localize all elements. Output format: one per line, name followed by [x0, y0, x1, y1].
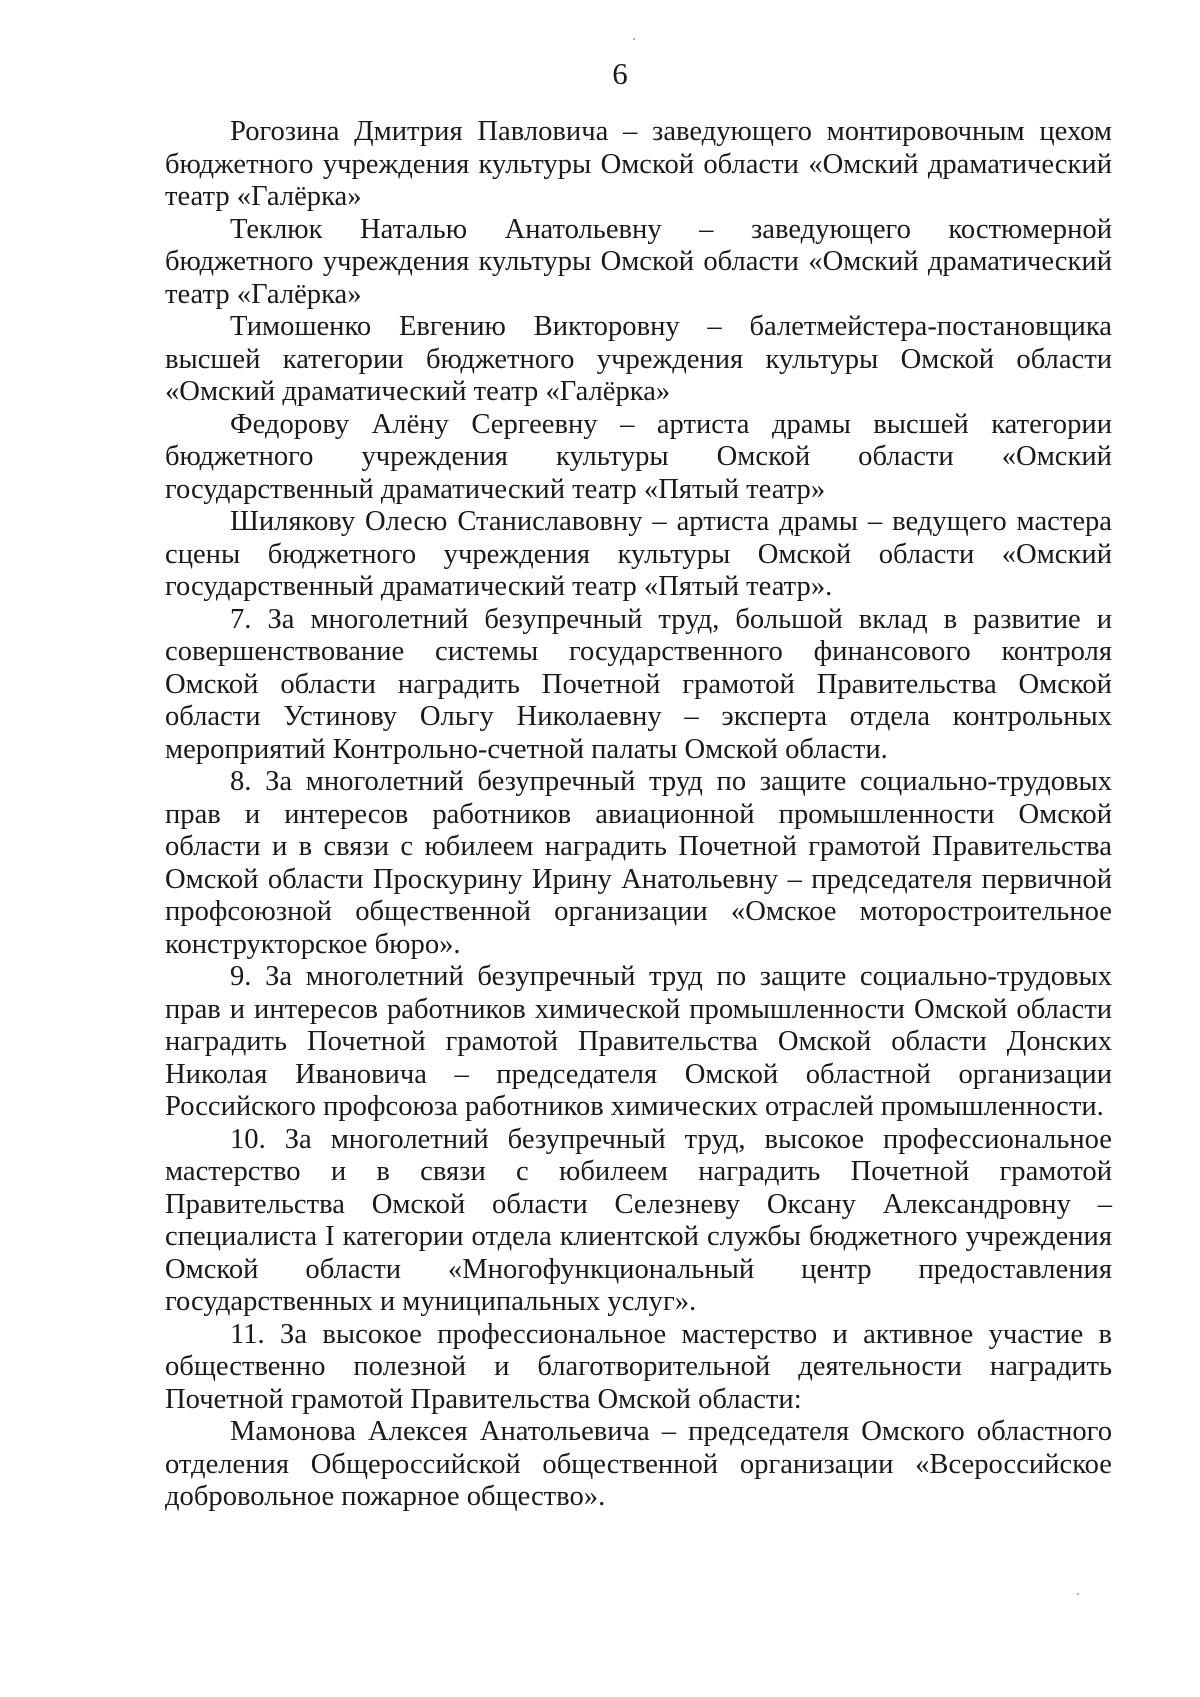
document-body [165, 116, 1112, 1514]
paragraph-item-10: 10. За многолетний безупречный труд, высокое профессиональное мастерство и в связи с юбилеем наградить Почетной грамотой Правительства Омской области Селезневу Оксану Александровну – специалиста I категории отдела клиентской службы бюджетного учреждения Омской области «Многофункциональный центр предоставления государственных и муниципальных услуг». [165, 1123, 1112, 1317]
paragraph-mamonov: Мамонова Алексея Анатольевича – председателя Омского областного отделения Общероссийской общественной организации «Всероссийское добровольное пожарное общество». [165, 1416, 1112, 1512]
paragraph-item-9: 9. За многолетний безупречный труд по защите социально-трудовых прав и интересов работников химической промышленности Омской области наградить Почетной грамотой Правительства Омской области Донских Николая Ивановича – председателя Омской областной организации Российского профсоюза работников химических отраслей промышленности. [165, 961, 1112, 1122]
paragraph-item-8: 8. За многолетний безупречный труд по защите социально-трудовых прав и интересов работников авиационной промышленности Омской области и в связи с юбилеем наградить Почетной грамотой Правительства Омской области Проскурину Ирину Анатольевну – председателя первичной профсоюзной общественной организации «Омское моторостроительное конструкторское бюро». [165, 766, 1112, 960]
paragraph-timoshenko: Тимошенко Евгению Викторовну – балетмейстера-постановщика высшей категории бюджетного учреждения культуры Омской области «Омский драматический театр «Галёрка» [165, 311, 1112, 407]
scan-speck [1077, 1593, 1079, 1595]
paragraph-item-7: 7. За многолетний безупречный труд, большой вклад в развитие и совершенствование системы государственного финансового контроля Омской области наградить Почетной грамотой Правительства Омской области Устинову Ольгу Николаевну – эксперта отдела контрольных мероприятий Контрольно-счетной палаты Омской области. [165, 603, 1112, 765]
paragraph-item-11: 11. За высокое профессиональное мастерство и активное участие в общественно полезной и благотворительной деятельности наградить Почетной грамотой Правительства Омской области: [165, 1318, 1112, 1415]
page-number: 6 [612, 56, 628, 91]
paragraph-rogozin: Рогозина Дмитрия Павловича – заведующего монтировочным цехом бюджетного учреждения культуры Омской области «Омский драматический театр «Галёрка» [165, 116, 1112, 212]
scan-speck [633, 38, 635, 40]
paragraph-fedorova: Федорову Алёну Сергеевну – артиста драмы высшей категории бюджетного учреждения культуры Омской области «Омский государственный драматический театр «Пятый театр» [165, 408, 1112, 505]
paragraph-teklyuk: Теклюк Наталью Анатольевну – заведующего костюмерной бюджетного учреждения культуры Омской области «Омский драматический театр «Галёрка» [165, 213, 1112, 310]
paragraph-shilyakova: Шилякову Олесю Станиславовну – артиста драмы – ведущего мастера сцены бюджетного учреждения культуры Омской области «Омский государственный драматический театр «Пятый театр». [165, 506, 1112, 602]
